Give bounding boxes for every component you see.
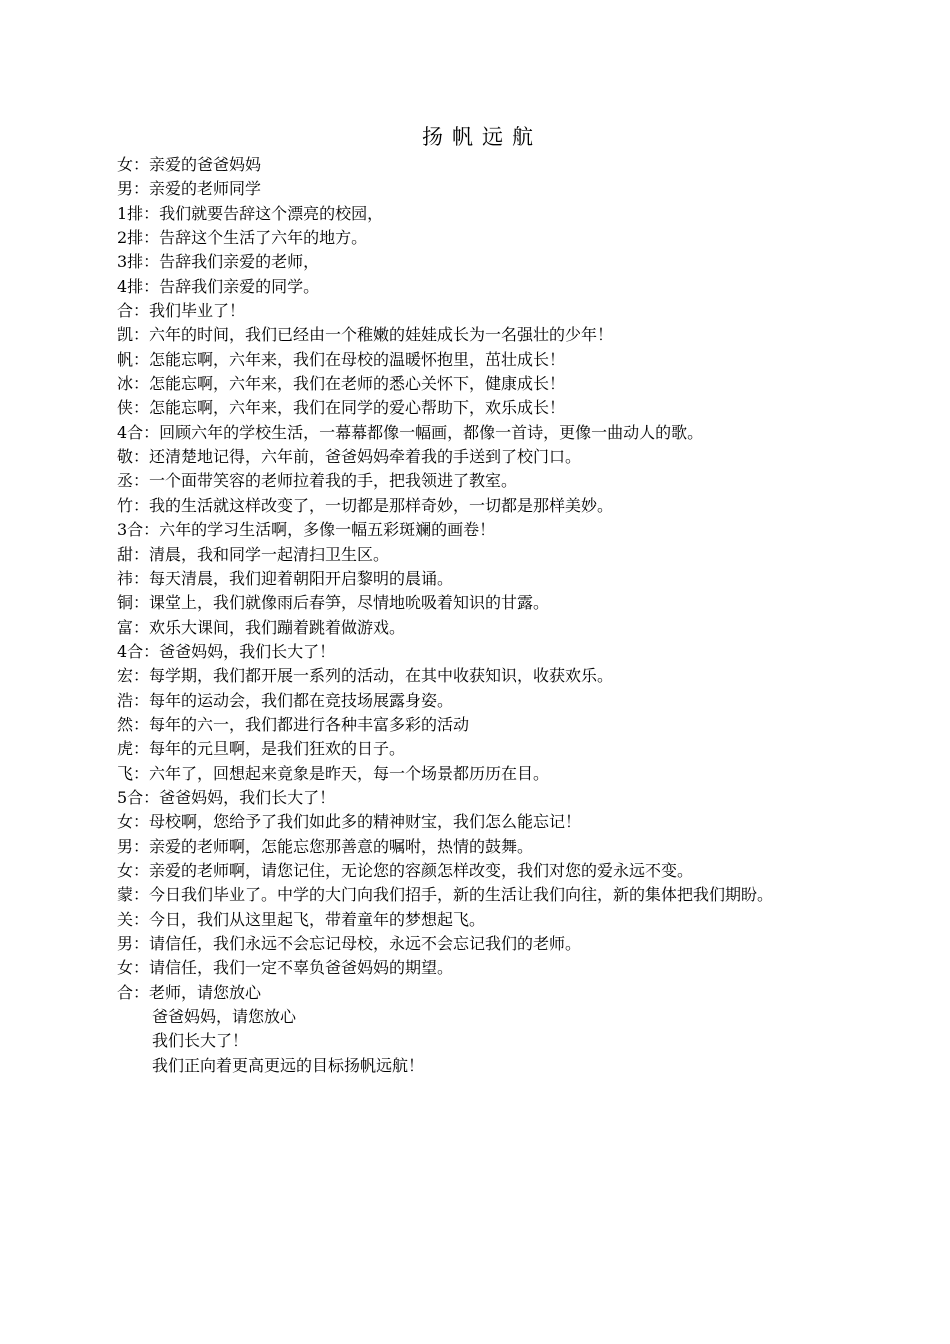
script-line: 侠：怎能忘啊，六年来，我们在同学的爱心帮助下，欢乐成长！ xyxy=(117,398,566,418)
script-line: 合：老师，请您放心 xyxy=(117,982,262,1002)
script-line: 甜：清晨，我和同学一起清扫卫生区。 xyxy=(117,544,390,564)
script-line: 飞：六年了，回想起来竟象是昨天，每一个场景都历历在目。 xyxy=(117,763,550,783)
script-line: 男：亲爱的老师同学 xyxy=(117,179,262,199)
script-line: 4排：告辞我们亲爱的同学。 xyxy=(117,276,320,296)
script-line: 1排：我们就要告辞这个漂亮的校园， xyxy=(117,203,384,223)
script-line: 女：亲爱的爸爸妈妈 xyxy=(117,155,262,174)
script-line: 女：亲爱的老师啊，请您记住，无论您的容颜怎样改变，我们对您的爱永远不变。 xyxy=(117,860,694,880)
script-line: 男：请信任，我们永远不会忘记母校，永远不会忘记我们的老师。 xyxy=(117,934,582,953)
script-line: 3合：六年的学习生活啊，多像一幅五彩斑斓的画卷！ xyxy=(117,520,496,540)
document-page xyxy=(117,122,847,1078)
script-line: 富：欢乐大课间，我们蹦着跳着做游戏。 xyxy=(117,617,406,637)
script-line: 祎：每天清晨，我们迎着朝阳开启黎明的晨诵。 xyxy=(117,568,454,588)
script-line: 2排：告辞这个生活了六年的地方。 xyxy=(117,228,368,248)
document-title: 扬帆远航 xyxy=(422,125,542,149)
script-line: 关：今日，我们从这里起飞，带着童年的梦想起飞。 xyxy=(117,909,486,929)
script-line: 爸爸妈妈，请您放心 xyxy=(152,1007,297,1027)
script-line: 4合：爸爸妈妈，我们长大了！ xyxy=(117,641,336,661)
script-line: 敬：还清楚地记得，六年前，爸爸妈妈牵着我的手送到了校门口。 xyxy=(117,447,582,467)
script-line: 4合：回顾六年的学校生活，一幕幕都像一幅画，都像一首诗，更像一曲动人的歌。 xyxy=(117,422,704,442)
script-line: 浩：每年的运动会，我们都在竞技场展露身姿。 xyxy=(117,690,454,710)
script-line: 丞：一个面带笑容的老师拉着我的手，把我领进了教室。 xyxy=(117,471,518,491)
script-line: 凯：六年的时间，我们已经由一个稚嫩的娃娃成长为一名强壮的少年！ xyxy=(117,325,614,345)
script-line: 女：请信任，我们一定不辜负爸爸妈妈的期望。 xyxy=(117,958,454,978)
script-line: 宏：每学期，我们都开展一系列的活动，在其中收获知识，收获欢乐。 xyxy=(117,666,614,686)
script-line: 男：亲爱的老师啊，怎能忘您那善意的嘱咐，热情的鼓舞。 xyxy=(117,836,534,856)
script-line: 3排：告辞我们亲爱的老师， xyxy=(117,252,320,272)
script-line: 冰：怎能忘啊，六年来，我们在老师的悉心关怀下，健康成长！ xyxy=(117,374,566,394)
script-line: 竹：我的生活就这样改变了，一切都是那样奇妙，一切都是那样美妙。 xyxy=(117,495,614,515)
script-line: 合：我们毕业了！ xyxy=(117,301,246,321)
script-line: 我们正向着更高更远的目标扬帆远航！ xyxy=(152,1055,425,1075)
script-line: 女：母校啊，您给予了我们如此多的精神财宝，我们怎么能忘记！ xyxy=(117,812,582,832)
script-line: 蒙：今日我们毕业了。中学的大门向我们招手，新的生活让我们向往，新的集体把我们期盼。 xyxy=(117,885,774,905)
script-line: 我们长大了！ xyxy=(152,1031,249,1051)
script-line: 铜：课堂上，我们就像雨后春笋，尽情地吮吸着知识的甘露。 xyxy=(117,593,550,613)
script-line: 帆：怎能忘啊，六年来，我们在母校的温暖怀抱里，茁壮成长！ xyxy=(117,349,566,369)
script-lines xyxy=(117,153,847,1078)
script-line: 虎：每年的元旦啊，是我们狂欢的日子。 xyxy=(117,739,406,759)
script-line: 5合：爸爸妈妈，我们长大了！ xyxy=(117,787,336,807)
script-line: 然：每年的六一，我们都进行各种丰富多彩的活动 xyxy=(117,714,470,734)
